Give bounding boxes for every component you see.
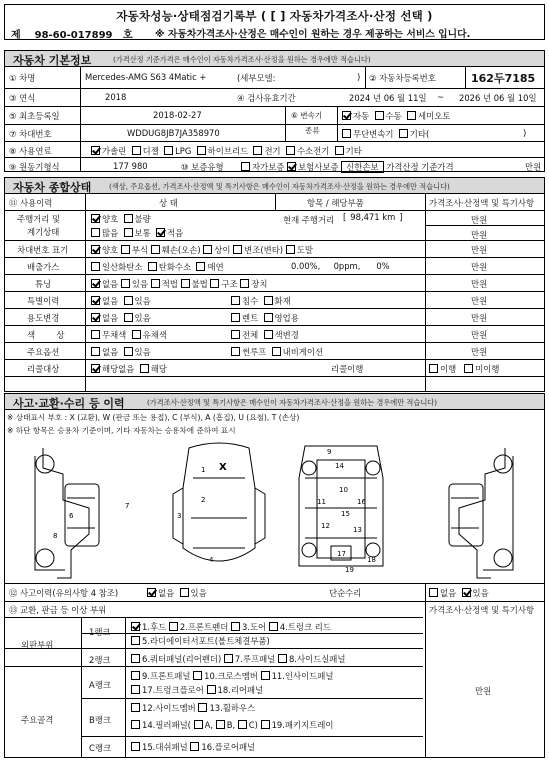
checkbox[interactable] <box>148 262 157 271</box>
repair-yes-checkbox[interactable]: 있음 <box>462 588 489 598</box>
checkbox[interactable] <box>342 111 351 120</box>
checkbox[interactable] <box>131 622 140 631</box>
checkbox[interactable] <box>269 622 278 631</box>
checkbox[interactable] <box>231 296 240 305</box>
checkbox[interactable] <box>375 111 384 120</box>
checkbox[interactable] <box>91 146 100 155</box>
svg-text:10: 10 <box>339 486 348 494</box>
checkbox[interactable] <box>264 296 273 305</box>
inspect-to: 2026 년 06 월 10일 <box>459 93 537 103</box>
simple-repair-label: 단순수리 <box>329 588 362 598</box>
first-reg-value: 2018-02-27 <box>153 110 202 120</box>
car-name-label: ① 차명 <box>9 73 36 83</box>
fuel-other-checkbox[interactable]: 기타 <box>335 146 362 156</box>
checkbox[interactable] <box>131 654 140 663</box>
svg-text:2: 2 <box>201 496 206 504</box>
checkbox[interactable] <box>210 279 219 288</box>
checkbox[interactable] <box>429 588 438 597</box>
checkbox[interactable] <box>151 279 160 288</box>
checkbox[interactable] <box>261 720 270 729</box>
rank2-label: 2랭크 <box>89 655 111 665</box>
vin-label: ⑦ 차대번호 <box>9 129 52 139</box>
rank1-label: 1랭크 <box>89 627 111 637</box>
checkbox[interactable] <box>121 279 130 288</box>
price-basis-unit: 만원 <box>525 162 542 172</box>
document-number: 제 98-60-017899 호 <box>11 30 133 41</box>
checkbox[interactable] <box>91 347 100 356</box>
svg-text:14: 14 <box>335 462 344 470</box>
emission-values: 0.00%, 0ppm, 0% <box>291 261 390 271</box>
checkbox[interactable] <box>196 262 205 271</box>
checkbox[interactable] <box>131 742 140 751</box>
fuel-lpg-checkbox[interactable]: LPG <box>164 146 191 156</box>
tuning-label: 튜닝 <box>35 279 52 289</box>
repair-none-checkbox[interactable]: 없음 <box>429 588 456 598</box>
checkbox[interactable] <box>169 622 178 631</box>
recall-done-label: 리콜이행 <box>331 364 364 374</box>
accident-none-checkbox[interactable]: 없음 <box>147 588 174 598</box>
price-basis-label: 가격산정 기준가격 <box>386 162 454 172</box>
checkbox[interactable] <box>180 588 189 597</box>
status-legend-note: ※ 하단 항목은 승용차 기준이며, 기타 자동차는 승용차에 준하여 표시 <box>7 426 236 435</box>
svg-text:6: 6 <box>69 512 74 520</box>
basic-info-table: ① 차명 Mercedes-AMG S63 4Matic + (세부모델: ) ② 자동차등록번호 162두7185 ③ 연식 2018 ④ 검사유효기간 2024 년 06 월 11일 ~ 2026 년 06 월 10일 ⑤ 최초등록일 2018-02-27 ⑥ 변속기 종류 자동 수동 세미오토 ⑦ 차대번호 WDDUG8JB7JA358970 무단변속기 기타( ) ⑧ 사용연료 가솔린 디젤 LPG 하이브리드 전기 수소전기 기타 ⑨ 원동기형식 177 980 ⑩ 보증유형 자가보증 보험사보증 신한손보 가격산정 기준가격 만원 <box>4 67 545 172</box>
svg-text:19: 19 <box>345 566 354 574</box>
checkbox[interactable] <box>429 364 438 373</box>
emission-label: 배출가스 <box>27 262 60 272</box>
checkbox[interactable] <box>261 671 270 680</box>
checkbox[interactable] <box>124 313 133 322</box>
fuel-label: ⑧ 사용연료 <box>9 146 52 156</box>
checkbox[interactable] <box>198 703 207 712</box>
checkbox[interactable] <box>132 330 141 339</box>
accident-yes-checkbox[interactable]: 있음 <box>180 588 207 598</box>
checkbox[interactable] <box>462 588 471 597</box>
mileage-condition <box>91 213 151 225</box>
checkbox[interactable] <box>278 654 287 663</box>
svg-text:11: 11 <box>317 498 326 506</box>
transmission-options-2 <box>342 128 429 140</box>
checkbox[interactable] <box>231 313 240 322</box>
mileage-label: 주행거리 및 <box>17 214 61 224</box>
checkbox[interactable] <box>207 685 216 694</box>
reg-no-value: 162두7185 <box>471 72 536 85</box>
checkbox[interactable] <box>203 245 212 254</box>
checkbox[interactable] <box>124 228 133 237</box>
svg-text:8: 8 <box>53 532 58 540</box>
checkbox[interactable] <box>91 364 100 373</box>
checkbox[interactable] <box>190 742 199 751</box>
fuel-hydrogen-checkbox[interactable]: 수소전기 <box>286 146 329 156</box>
mileage-bad-checkbox[interactable]: 불량 <box>124 214 151 224</box>
warranty-options <box>241 161 454 173</box>
part-hood-checkbox[interactable]: 1.후드 <box>131 622 166 632</box>
service-notice: ※ 자동차가격조사·산정은 매수인이 원하는 경우 제공하는 서비스 입니다. <box>155 29 471 40</box>
checkbox[interactable] <box>131 720 140 729</box>
checkbox[interactable] <box>91 262 100 271</box>
overall-status-heading: 자동차 종합상태 (색상, 주요옵션, 가격조사·산정액 및 특기사항은 매수인이 자동차가격조사·산정을 원하는 경우에만 적습니다) <box>4 177 545 194</box>
document-title: 자동차성능·상태점검기록부 ( [ ] 자동차가격조사·산정 선택 ) <box>116 9 433 23</box>
checkbox[interactable] <box>124 296 133 305</box>
transmission-options-1 <box>342 110 450 122</box>
checkbox[interactable] <box>407 111 416 120</box>
checkbox[interactable] <box>151 245 160 254</box>
mileage-amount <box>91 227 183 239</box>
hood-mark: X <box>219 462 227 473</box>
special-history-label: 특별이력 <box>27 296 60 306</box>
inspection-record-page <box>4 4 545 758</box>
current-mileage-label: 현재 주행거리 <box>283 215 335 225</box>
checkbox[interactable] <box>287 162 296 171</box>
main-frame-label: 주요골격 <box>21 715 54 725</box>
car-parts-diagram <box>5 438 544 583</box>
checkbox[interactable] <box>464 364 473 373</box>
checkbox[interactable] <box>272 347 281 356</box>
inspect-from: 2024 년 06 월 11일 <box>349 93 427 103</box>
mileage-high-checkbox[interactable]: 많음 <box>91 228 118 238</box>
warranty-company: 신한손보 <box>341 161 383 173</box>
checkbox[interactable] <box>335 146 344 155</box>
fuel-options <box>91 145 362 157</box>
accident-diagram-area <box>4 410 545 602</box>
checkbox[interactable] <box>342 129 351 138</box>
checkbox[interactable] <box>91 296 100 305</box>
mileage-normal-checkbox[interactable]: 보통 <box>124 228 151 238</box>
svg-text:3: 3 <box>177 512 182 520</box>
checkbox[interactable] <box>91 214 100 223</box>
checkbox[interactable] <box>140 364 149 373</box>
overall-status-table: ⑪ 사용이력 상 태 항목 / 해당부품 가격조사·산정액 및 특기사항 주행거리 및 계기상태 양호 불량 많음 보통 적음 현재 주행거리 [ 98,471 km ] 만원 만원 차대번호 표기 양호 부식 훼손(오손) 상이 변조(변타) 도말 만원 배출가스 일산화탄소 탄화수소 매연 0.00%, 0ppm, 0% 만원 튜닝 없음 있음 적법 불법 구조 장치 만원 특별이력 없음 있음 침수 화재 만원 용도변경 없음 있음 렌트 영업용 만원 색 상 무채색 유채색 전체 색변경 만원 주요옵션 없음 있음 썬루프 내비게이션 만원 리콜대상 해당없음 해당 리콜이행 이행 미이행 <box>4 194 545 392</box>
rankC-label: C랭크 <box>89 743 112 753</box>
checkbox[interactable] <box>156 228 165 237</box>
status-legend: ※ 상태표시 부호 : X (교환), W (판금 또는 용접), C (부식), A (흠집), U (요철), T (손상) <box>7 413 300 422</box>
svg-text:18: 18 <box>367 556 376 564</box>
main-options-label: 주요옵션 <box>27 347 60 357</box>
checkbox[interactable] <box>253 146 262 155</box>
car-name-value: Mercedes-AMG S63 4Matic + <box>85 72 207 82</box>
engine-label: ⑨ 원동기형식 <box>9 162 60 172</box>
svg-text:15: 15 <box>341 510 350 518</box>
detail-model-label: (세부모델: <box>237 73 276 83</box>
checkbox[interactable] <box>91 279 100 288</box>
transmission-label: ⑥ 변속기 <box>291 111 323 120</box>
checkbox[interactable] <box>231 347 240 356</box>
checkbox[interactable] <box>124 347 133 356</box>
svg-text:12: 12 <box>321 522 330 530</box>
rankA-label: A랭크 <box>89 680 111 690</box>
checkbox[interactable] <box>194 720 203 729</box>
trans-auto-checkbox[interactable]: 자동 <box>342 111 369 121</box>
svg-text:4: 4 <box>209 556 214 564</box>
checkbox[interactable] <box>91 313 100 322</box>
reg-no-label: ② 자동차등록번호 <box>369 73 436 83</box>
fuel-hybrid-checkbox[interactable]: 하이브리드 <box>197 146 248 156</box>
svg-text:17: 17 <box>337 550 346 558</box>
checkbox[interactable] <box>240 279 249 288</box>
svg-text:16: 16 <box>357 498 366 506</box>
checkbox[interactable] <box>131 636 140 645</box>
trans-cvt-checkbox[interactable]: 무단변속기 <box>342 129 393 139</box>
vin-mark-label: 차대번호 표기 <box>17 245 69 255</box>
parts-label: ⑬ 교환, 판금 등 이상 부위 <box>9 605 107 615</box>
basic-info-heading: 자동차 기본정보 (가격산정 기준가격은 매수인이 자동차가격조사·산정을 원하는 경우에만 적습니다) <box>4 50 545 67</box>
checkbox[interactable] <box>286 146 295 155</box>
checkbox[interactable] <box>231 622 240 631</box>
checkbox[interactable] <box>131 703 140 712</box>
vin-value: WDDUG8JB7JA358970 <box>127 128 220 138</box>
svg-text:1: 1 <box>201 466 206 474</box>
checkbox[interactable] <box>91 245 100 254</box>
checkbox[interactable] <box>91 330 100 339</box>
accident-history-label: ⑫ 사고이력(유의사항 4 참조) <box>9 588 119 598</box>
svg-text:9: 9 <box>327 448 332 456</box>
warranty-label: ⑩ 보증유형 <box>181 162 224 172</box>
checkbox[interactable] <box>233 245 242 254</box>
checkbox[interactable] <box>399 129 408 138</box>
trans-semi-checkbox[interactable]: 세미오토 <box>407 111 450 121</box>
warranty-insurer-checkbox[interactable]: 보험사보증 <box>287 162 338 172</box>
svg-text:13: 13 <box>353 526 362 534</box>
trans-manual-checkbox[interactable]: 수동 <box>375 111 402 121</box>
year-label: ③ 연식 <box>9 93 36 103</box>
document-number-value: 98-60-017899 <box>34 30 113 41</box>
checkbox[interactable] <box>231 330 240 339</box>
emission-options: 일산화탄소 탄화수소 매연 <box>91 261 224 273</box>
mileage-low-checkbox[interactable]: 적음 <box>156 228 183 238</box>
parts-price-unit: 만원 <box>475 686 492 696</box>
checkbox[interactable] <box>193 671 202 680</box>
current-mileage-value: 98,471 km <box>350 212 396 222</box>
warranty-self-checkbox[interactable]: 자가보증 <box>241 162 284 172</box>
checkbox[interactable] <box>124 214 133 223</box>
checkbox[interactable] <box>197 146 206 155</box>
checkbox[interactable] <box>224 654 233 663</box>
fuel-gasoline-checkbox[interactable]: 가솔린 <box>91 146 126 156</box>
checkbox[interactable] <box>238 720 247 729</box>
checkbox[interactable] <box>131 671 140 680</box>
outer-panel-label: 외판부위 <box>21 640 54 650</box>
checkbox[interactable] <box>181 279 190 288</box>
color-label: 색 상 <box>27 330 65 340</box>
first-reg-label: ⑤ 최초등록일 <box>9 111 60 121</box>
checkbox[interactable] <box>131 685 140 694</box>
checkbox[interactable] <box>286 245 295 254</box>
recall-label: 리콜대상 <box>27 364 60 374</box>
mileage-good-checkbox[interactable]: 양호 <box>91 214 118 224</box>
document-header <box>4 4 545 40</box>
tuning-options: 없음 있음 적법 불법 구조 장치 <box>91 278 267 290</box>
checkbox[interactable] <box>132 146 141 155</box>
checkbox[interactable] <box>241 162 250 171</box>
checkbox[interactable] <box>264 313 273 322</box>
checkbox[interactable] <box>216 720 225 729</box>
damaged-parts-table: ⑬ 교환, 판금 등 이상 부위 가격조사·산정액 및 특기사항 외판부위 1랭크 1.후드 2.프론트펜더 3.도어 4.트렁크 리드 5.라디에이터서포트(볼트체결부품) 2랭크 6.쿼터패널(리어펜더) 7.루프패널 8.사이드실패널 주요골격 A랭크 9.프론트패널 10.크로스멤버 11.인사이드패널 17.트렁크플로어 18.리어패널 B랭크 12.사이드멤버 13.휠하우스 14.필러패널( A, B, C) 19.패키지트레이 C랭크 15.대쉬패널 16.플로어패널 만원 <box>4 602 545 758</box>
accident-heading: 사고·교환·수리 등 이력 (가격조사·산정액 및 특기사항은 매수인이 자동차가격조사·산정을 원하는 경우에만 적습니다) <box>4 393 545 410</box>
checkbox[interactable] <box>147 588 156 597</box>
fuel-electric-checkbox[interactable]: 전기 <box>253 146 280 156</box>
current-mileage: [ 98,471 km ] <box>343 212 403 222</box>
inspect-period-label: ④ 검사유효기간 <box>237 93 296 103</box>
checkbox[interactable] <box>164 146 173 155</box>
checkbox[interactable] <box>264 330 273 339</box>
engine-value: 177 980 <box>113 161 148 171</box>
checkbox[interactable] <box>121 245 130 254</box>
fuel-diesel-checkbox[interactable]: 디젤 <box>132 146 159 156</box>
vin-mark-options: 양호 부식 훼손(오손) 상이 변조(변타) 도말 <box>91 244 313 256</box>
usage-change-label: 용도변경 <box>27 313 60 323</box>
rankB-label: B랭크 <box>89 715 111 725</box>
checkbox[interactable] <box>91 228 100 237</box>
year-value: 2018 <box>105 92 127 102</box>
trans-other-checkbox[interactable]: 기타( <box>399 129 429 139</box>
svg-text:7: 7 <box>125 502 130 510</box>
